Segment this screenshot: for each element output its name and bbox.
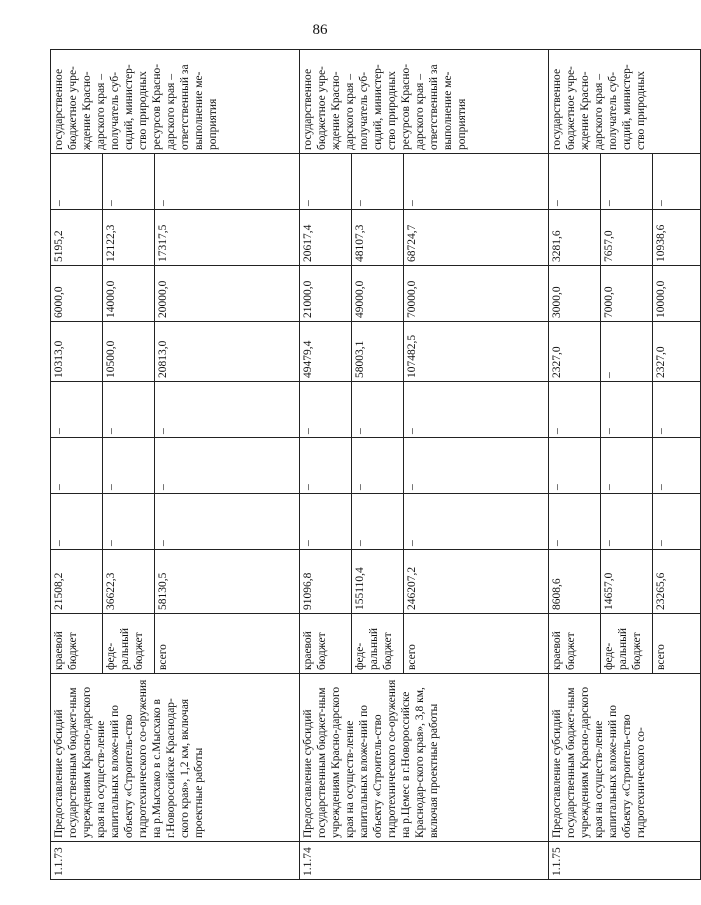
total-cell: 21508,2: [51, 550, 103, 614]
value-cell: 49000,0: [352, 266, 404, 322]
value-cell: –: [653, 494, 701, 550]
value-cell: –: [103, 382, 155, 438]
value-cell: –: [653, 382, 701, 438]
source-cell: всего: [653, 614, 701, 674]
value-cell: –: [404, 154, 549, 210]
value-cell: –: [155, 438, 300, 494]
value-cell: –: [155, 494, 300, 550]
value-cell: 6000,0: [51, 266, 103, 322]
value-cell: –: [549, 382, 601, 438]
value-cell: 2327,0: [549, 322, 601, 382]
total-cell: 58130,5: [155, 550, 300, 614]
value-cell: –: [300, 154, 352, 210]
source-cell: феде-ральный бюджет: [352, 614, 404, 674]
value-cell: –: [352, 382, 404, 438]
total-cell: 36622,3: [103, 550, 155, 614]
value-cell: –: [51, 438, 103, 494]
value-cell: –: [601, 438, 653, 494]
row-id-cell: 1.1.74: [300, 842, 549, 880]
value-cell: 14000,0: [103, 266, 155, 322]
executor-cell: государственное бюджетное учре-ждение Красно-дарского края – получатель суб-сидий, министер-ство природных: [549, 50, 701, 154]
source-cell: всего: [404, 614, 549, 674]
value-cell: –: [300, 382, 352, 438]
value-cell: 7000,0: [601, 266, 653, 322]
value-cell: 3000,0: [549, 266, 601, 322]
table-body: [51, 50, 701, 880]
total-cell: 23265,6: [653, 550, 701, 614]
value-cell: –: [601, 494, 653, 550]
source-cell: краевой бюджет: [549, 614, 601, 674]
value-cell: –: [404, 494, 549, 550]
table-row: [51, 50, 103, 880]
value-cell: –: [103, 494, 155, 550]
value-cell: –: [601, 382, 653, 438]
source-cell: краевой бюджет: [300, 614, 352, 674]
value-cell: –: [601, 322, 653, 382]
value-cell: –: [549, 438, 601, 494]
value-cell: 10000,0: [653, 266, 701, 322]
value-cell: 58003,1: [352, 322, 404, 382]
row-id-cell: 1.1.73: [51, 842, 300, 880]
value-cell: –: [549, 154, 601, 210]
total-cell: 91096,8: [300, 550, 352, 614]
value-cell: 10313,0: [51, 322, 103, 382]
value-cell: –: [601, 154, 653, 210]
executor-cell: государственное бюджетное учре-ждение Красно-дарского края – получатель суб-сидий, министер-ство природных ресурсов Красно-дарского края – ответственный за выполнение ме-роприятия: [300, 50, 549, 154]
source-cell: феде-ральный бюджет: [601, 614, 653, 674]
source-cell: всего: [155, 614, 300, 674]
value-cell: –: [51, 154, 103, 210]
total-cell: 246207,2: [404, 550, 549, 614]
value-cell: 17317,5: [155, 210, 300, 266]
value-cell: –: [404, 382, 549, 438]
value-cell: –: [352, 438, 404, 494]
page-number: 86: [312, 22, 328, 38]
value-cell: 20000,0: [155, 266, 300, 322]
value-cell: –: [103, 154, 155, 210]
value-cell: 12122,3: [103, 210, 155, 266]
value-cell: –: [653, 438, 701, 494]
value-cell: 107482,5: [404, 322, 549, 382]
description-cell: Предоставление субсидий государственным бюджет-ным учреждениям Красно-дарского края на осуществ-ление капитальных вложе-ний по объекту «Строитель-ство гидротехнического со-оружения на р.Цемес в г.Новороссийске Краснодар-ского края», 3,8 км, включая проектные работы: [300, 674, 549, 842]
value-cell: 7657,0: [601, 210, 653, 266]
value-cell: 48107,3: [352, 210, 404, 266]
value-cell: –: [300, 438, 352, 494]
total-cell: 155110,4: [352, 550, 404, 614]
program-table: [50, 49, 701, 880]
description-cell: Предоставление субсидий государственным бюджет-ным учреждениям Красно-дарского края на осуществ-ление капитальных вложе-ний по объекту «Строитель-ство гидротехнического со-оружения на р.Мысхако в с.Мысхако в г.Новороссийске Краснодар-ского края», 1,2 км, включая проектные работы: [51, 674, 300, 842]
value-cell: 3281,6: [549, 210, 601, 266]
rotated-table-container: [50, 50, 667, 880]
value-cell: –: [352, 494, 404, 550]
source-cell: феде-ральный бюджет: [103, 614, 155, 674]
value-cell: 21000,0: [300, 266, 352, 322]
total-cell: 14657,0: [601, 550, 653, 614]
value-cell: –: [51, 382, 103, 438]
row-id-cell: 1.1.75: [549, 842, 701, 880]
description-cell: Предоставление субсидий государственным бюджет-ным учреждениям Красно-дарского края на осуществ-ление капитальных вложе-ний по объекту «Строитель-ство гидротехнического со-: [549, 674, 701, 842]
table-row: [549, 50, 601, 880]
source-cell: краевой бюджет: [51, 614, 103, 674]
total-cell: 8608,6: [549, 550, 601, 614]
value-cell: –: [653, 154, 701, 210]
value-cell: –: [549, 494, 601, 550]
value-cell: 70000,0: [404, 266, 549, 322]
value-cell: 2327,0: [653, 322, 701, 382]
value-cell: 20813,0: [155, 322, 300, 382]
value-cell: 68724,7: [404, 210, 549, 266]
value-cell: 10938,6: [653, 210, 701, 266]
value-cell: –: [103, 438, 155, 494]
value-cell: –: [352, 154, 404, 210]
value-cell: –: [300, 494, 352, 550]
value-cell: –: [155, 154, 300, 210]
value-cell: 49479,4: [300, 322, 352, 382]
value-cell: 10500,0: [103, 322, 155, 382]
value-cell: –: [404, 438, 549, 494]
value-cell: 5195,2: [51, 210, 103, 266]
value-cell: –: [51, 494, 103, 550]
executor-cell: государственное бюджетное учре-ждение Красно-дарского края – получатель суб-сидий, министер-ство природных ресурсов Красно-дарского края – ответственный за выполнение ме-роприятия: [51, 50, 300, 154]
value-cell: 20617,4: [300, 210, 352, 266]
value-cell: –: [155, 382, 300, 438]
table-row: [300, 50, 352, 880]
